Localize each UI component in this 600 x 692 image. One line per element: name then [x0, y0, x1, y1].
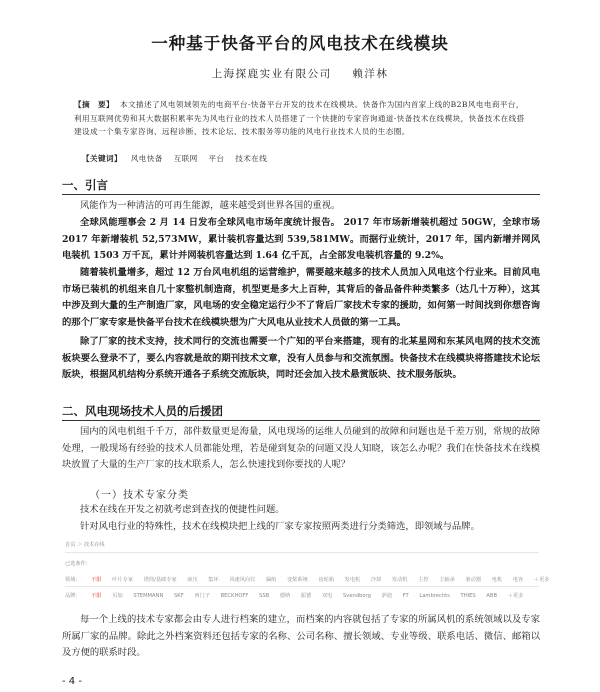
filter-option: 德纳	[279, 593, 291, 599]
filter-option: 电机	[491, 577, 503, 583]
keyword: 平台	[208, 154, 225, 163]
divider	[65, 552, 539, 553]
paragraph: 风能作为一种清洁的可再生能源，越来越受到世界各国的重视。	[80, 200, 341, 211]
section-heading: 二、风电现场技术人员的后援团	[62, 404, 223, 418]
filter-option: STEMMANN	[133, 593, 164, 599]
filter-option: 主轴承	[439, 577, 455, 583]
heading-rule	[62, 420, 540, 421]
filter-row-label: 品牌：	[65, 593, 81, 599]
divider	[65, 586, 539, 587]
paragraph: 每一个上线的技术专家都会由专人进行档案的建立，而档案的内容就包括了专家的所属风机的系统领域以及专家所属厂家的品牌。除此之外档案资料还包括专家的名称、公司名称、擅长领域、专业等级、联系电话、微信、邮箱以及方便的联系时段。	[62, 614, 540, 659]
paragraph: 国内的风电机组千千万，部件数量更是海量，风电现场的运维人员碰到的故障和问题也是千差万别，常规的故障处理，一般现场有经验的技术人员都能处理，若是碰到复杂的问题又没人知晓，该怎么办呢？我们在快备技术在线模块放置了大量的生产厂家的技术联系人，怎么快速找到你要找的人呢？	[62, 426, 540, 471]
filter-option: 集环	[208, 577, 219, 583]
keywords-label: 【关键词】	[82, 154, 122, 163]
filter-row-label: 领域：	[65, 577, 81, 583]
domain-filter-row	[65, 576, 558, 583]
subsection-heading: （一）技术专家分类	[90, 490, 189, 501]
keyword: 互联网	[173, 154, 198, 163]
filter-option: THIES	[460, 593, 476, 599]
filter-option: 叶片专家	[112, 577, 134, 583]
filter-option: ABB	[486, 593, 498, 599]
breadcrumb: 首页 ＞ 技术在线	[65, 542, 105, 548]
paragraph: 随着装机量增多，超过 12 万台风电机组的运营维护，需要越来越多的技术人员加入风电这个行业来。目前风电市场已装机的机组来自几十家整机制造商，机型更是多大上百种，其背后的备品备件种类繁多（达几十万种），这其中涉及到大量的生产制造厂家，风电场的安全稳定运行少不了背后厂家技术专家的援助，如何第一时间找到你想咨询的那个厂家专家是快备平台技术在线模块想为广大风电从业技术人员做的第一工具。	[62, 267, 540, 328]
heading-rule	[62, 194, 540, 195]
paragraph: 针对风电行业的特殊性，技术在线模块把上线的厂家专家按照两类进行分类筛选，即领域与品牌。	[80, 521, 480, 532]
page-number: - 4 -	[62, 676, 82, 687]
keyword: 技术在线	[235, 154, 268, 163]
filter-option: BECKHOFF	[220, 593, 249, 599]
paragraph: 技术在线在开发之初就考虑到查找的便捷性问题。	[80, 504, 285, 515]
filter-option: 变桨系统	[286, 577, 308, 583]
filter-option: 不限	[91, 577, 102, 583]
filter-option: 萨迪	[381, 593, 392, 599]
filter-option: 电容	[512, 577, 524, 583]
paragraph: 全球风能理事会 2 月 14 日发布全球风电市场年度统计报告。 2017 年市场新增装机超过 50GW，全球市场 2017 年新增装机 52,573MW，累计装机容量达到 539,581MW。而据行业统计，2017 年，国内新增并网风电装机 1503 万千瓦，累计并网装机容量达到 1.64 亿千瓦，占全部发电装机容量的 9.2%。	[62, 217, 540, 262]
filter-option: 主控	[418, 577, 429, 583]
filter-option: 偏航	[265, 577, 277, 583]
more-option: ＋更多	[507, 593, 524, 599]
paper-title: 一种基于快备平台的风电技术在线模块	[151, 34, 449, 53]
filter-option: 不限	[91, 593, 102, 599]
filter-screenshot-figure	[65, 541, 550, 604]
filter-option: 塔筒/基础专家	[143, 577, 177, 583]
abstract-label: 【摘 要】	[74, 100, 114, 109]
filter-option: 双电	[321, 593, 333, 599]
filter-option: Lambrechts	[419, 593, 450, 599]
filter-option: 发动机	[391, 577, 408, 583]
abstract	[74, 98, 530, 139]
filter-option: 冷却	[370, 577, 382, 583]
author-line	[0, 66, 600, 81]
keywords	[82, 153, 275, 164]
author-company: 上海探鹿实业有限公司	[211, 68, 332, 80]
filter-option: 振德	[300, 593, 312, 599]
filter-option: FT	[402, 593, 409, 599]
more-option: ＋更多	[533, 577, 550, 583]
abstract-text: 本文描述了风电领域领先的电商平台-快备平台开发的技术在线模块。快备作为国内首家上线的B2B风电电商平台，利用互联网优势和其大数据积累率先为风电行业的技术人员搭建了一个快捷的专家咨询通道-快备技术在线模块，快备技术在线搭建设成一个集专家咨询、远程诊断、技术论坛、技术服务等功能的风电行业技术人员的生态圈。	[74, 100, 525, 136]
selected-conditions-label: 已选条件：	[65, 561, 91, 567]
brand-filter-row	[65, 592, 532, 599]
filter-option: SSB	[259, 593, 270, 599]
filter-option: Svendborg	[343, 593, 371, 599]
filter-option: 液压	[187, 577, 198, 583]
filter-option: 风速风向仪	[229, 577, 256, 583]
author-name: 赖洋林	[352, 68, 389, 80]
filter-option: 发电机	[344, 577, 361, 583]
keyword: 风电快备	[130, 154, 163, 163]
filter-option: 西门子	[194, 593, 210, 599]
filter-option: 齿轮箱	[318, 577, 334, 583]
filter-option: 驱动器	[465, 577, 482, 583]
filter-option: SKF	[174, 593, 184, 599]
filter-option: 贝加	[112, 593, 123, 599]
paragraph: 除了厂家的技术支持，技术同行的交流也需要一个广知的平台来搭建，现有的北某星网和东某风电网的技术交流板块要么登录不了，要么内容就是故的期刊技术文章，没有人员参与和交流氛围。快备技术在线模块将搭建技术论坛版块，根据风机结构分系统开通各子系统交流版块，同时还会加入技术悬赏版块、技术服务版块。	[62, 336, 540, 381]
section-heading: 一、引言	[62, 178, 108, 192]
